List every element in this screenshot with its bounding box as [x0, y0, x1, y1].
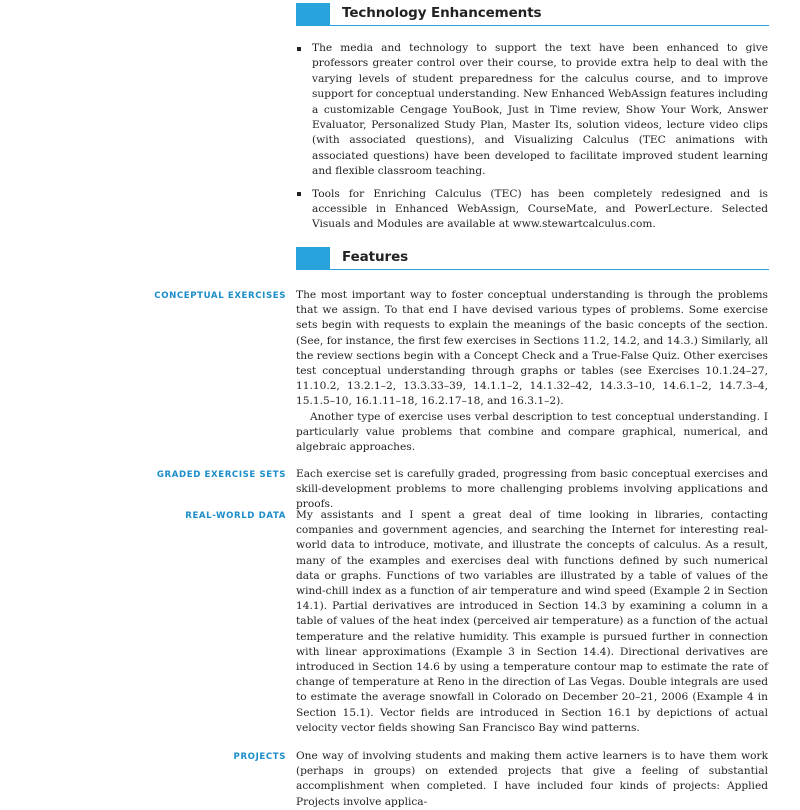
feature-text-graded [296, 467, 768, 513]
feature-label-realworld: REAL-WORLD DATA [185, 511, 286, 521]
section-title: Features [342, 249, 409, 265]
section-title: Technology Enhancements [342, 5, 542, 21]
section-heading-technology [296, 3, 769, 26]
paragraph: Each exercise set is carefully graded, progressing from basic conceptual exercises and skill-development problems to more challenging problems involving applications and proofs. [296, 468, 768, 511]
section-heading-features [296, 247, 769, 270]
bullet-item: Tools for Enriching Calculus (TEC) has been completely redesigned and is accessible in Enhanced WebAssign, CourseMate, and PowerLecture. Selected Visuals and Modules are available at www.stewartcalculus.com. [296, 187, 768, 233]
paragraph: Another type of exercise uses verbal description to test conceptual understanding. I particularly value problems that combine and compare graphical, numerical, and algebraic approaches. [296, 410, 768, 454]
feature-label-graded: GRADED EXERCISE SETS [156, 470, 286, 480]
paragraph: One way of involving students and making them active learners is to have them work (perhaps in groups) on extended projects that give a feeling of substantial accomplishment when completed. I have included four kinds of projects: Applied Projects involve applica- [296, 750, 768, 808]
paragraph: My assistants and I spent a great deal of time looking in libraries, contacting companies and government agencies, and searching the Internet for interesting real-world data to introduce, motivate, and illustrate the concepts of calculus. As a result, many of the examples and exercises deal with functions defined by such numerical data or graphs. Functions of two variables are illustrated by a table of values of the wind-chill index as a function of air temperature and wind speed (Example 2 in Section 14.1). Partial derivatives are introduced in Section 14.3 by examining a column in a table of values of the heat index (perceived air temperature) as a function of the actual temperature and the relative humidity. This example is pursued further in connection with linear approximations (Example 3 in Section 14.4). Directional derivatives are introduced in Section 14.6 by using a temperature contour map to estimate the rate of change of temperature at Reno in the direction of Las Vegas. Double integrals are used to estimate the average snowfall in Colorado on December 20–21, 2006 (Example 4 in Section 15.1). Vector fields are introduced in Section 16.1 by depictions of actual velocity vector fields showing San Francisco Bay wind patterns. [296, 509, 768, 734]
section-marker [296, 247, 330, 269]
technology-bullet-list [296, 41, 768, 240]
feature-label-conceptual: CONCEPTUAL EXERCISES [154, 291, 286, 301]
feature-text-conceptual [296, 288, 768, 455]
section-marker [296, 3, 330, 25]
feature-label-projects: PROJECTS [233, 752, 286, 762]
feature-text-realworld [296, 508, 768, 736]
paragraph: The most important way to foster conceptual understanding is through the problems that we assign. To that end I have devised various types of problems. Some exercise sets begin with requests to explain the meanings of the basic concepts of the section. (See, for instance, the first few exercises in Sections 11.2, 14.2, and 14.3.) Similarly, all the review sections begin with a Concept Check and a True-False Quiz. Other exercises test conceptual understanding through graphs or tables (see Exercises 10.1.24–27, 11.10.2, 13.2.1–2, 13.3.33–39, 14.1.1–2, 14.1.32–42, 14.3.3–10, 14.6.1–2, 14.7.3–4, 15.1.5–10, 16.1.11–18, 16.2.17–18, and 16.3.1–2). [296, 289, 768, 408]
feature-text-projects [296, 749, 768, 810]
bullet-item: The media and technology to support the text have been enhanced to give professors greater control over their course, to provide extra help to deal with the varying levels of student preparedness for the calculus course, and to improve support for conceptual understanding. New Enhanced WebAssign features including a customizable Cengage YouBook, Just in Time review, Show Your Work, Answer Evaluator, Personalized Study Plan, Master Its, solution videos, lecture video clips (with associated questions), and Visualizing Calculus (TEC animations with associated questions) have been developed to facilitate improved student learning and flexible classroom teaching. [296, 41, 768, 180]
